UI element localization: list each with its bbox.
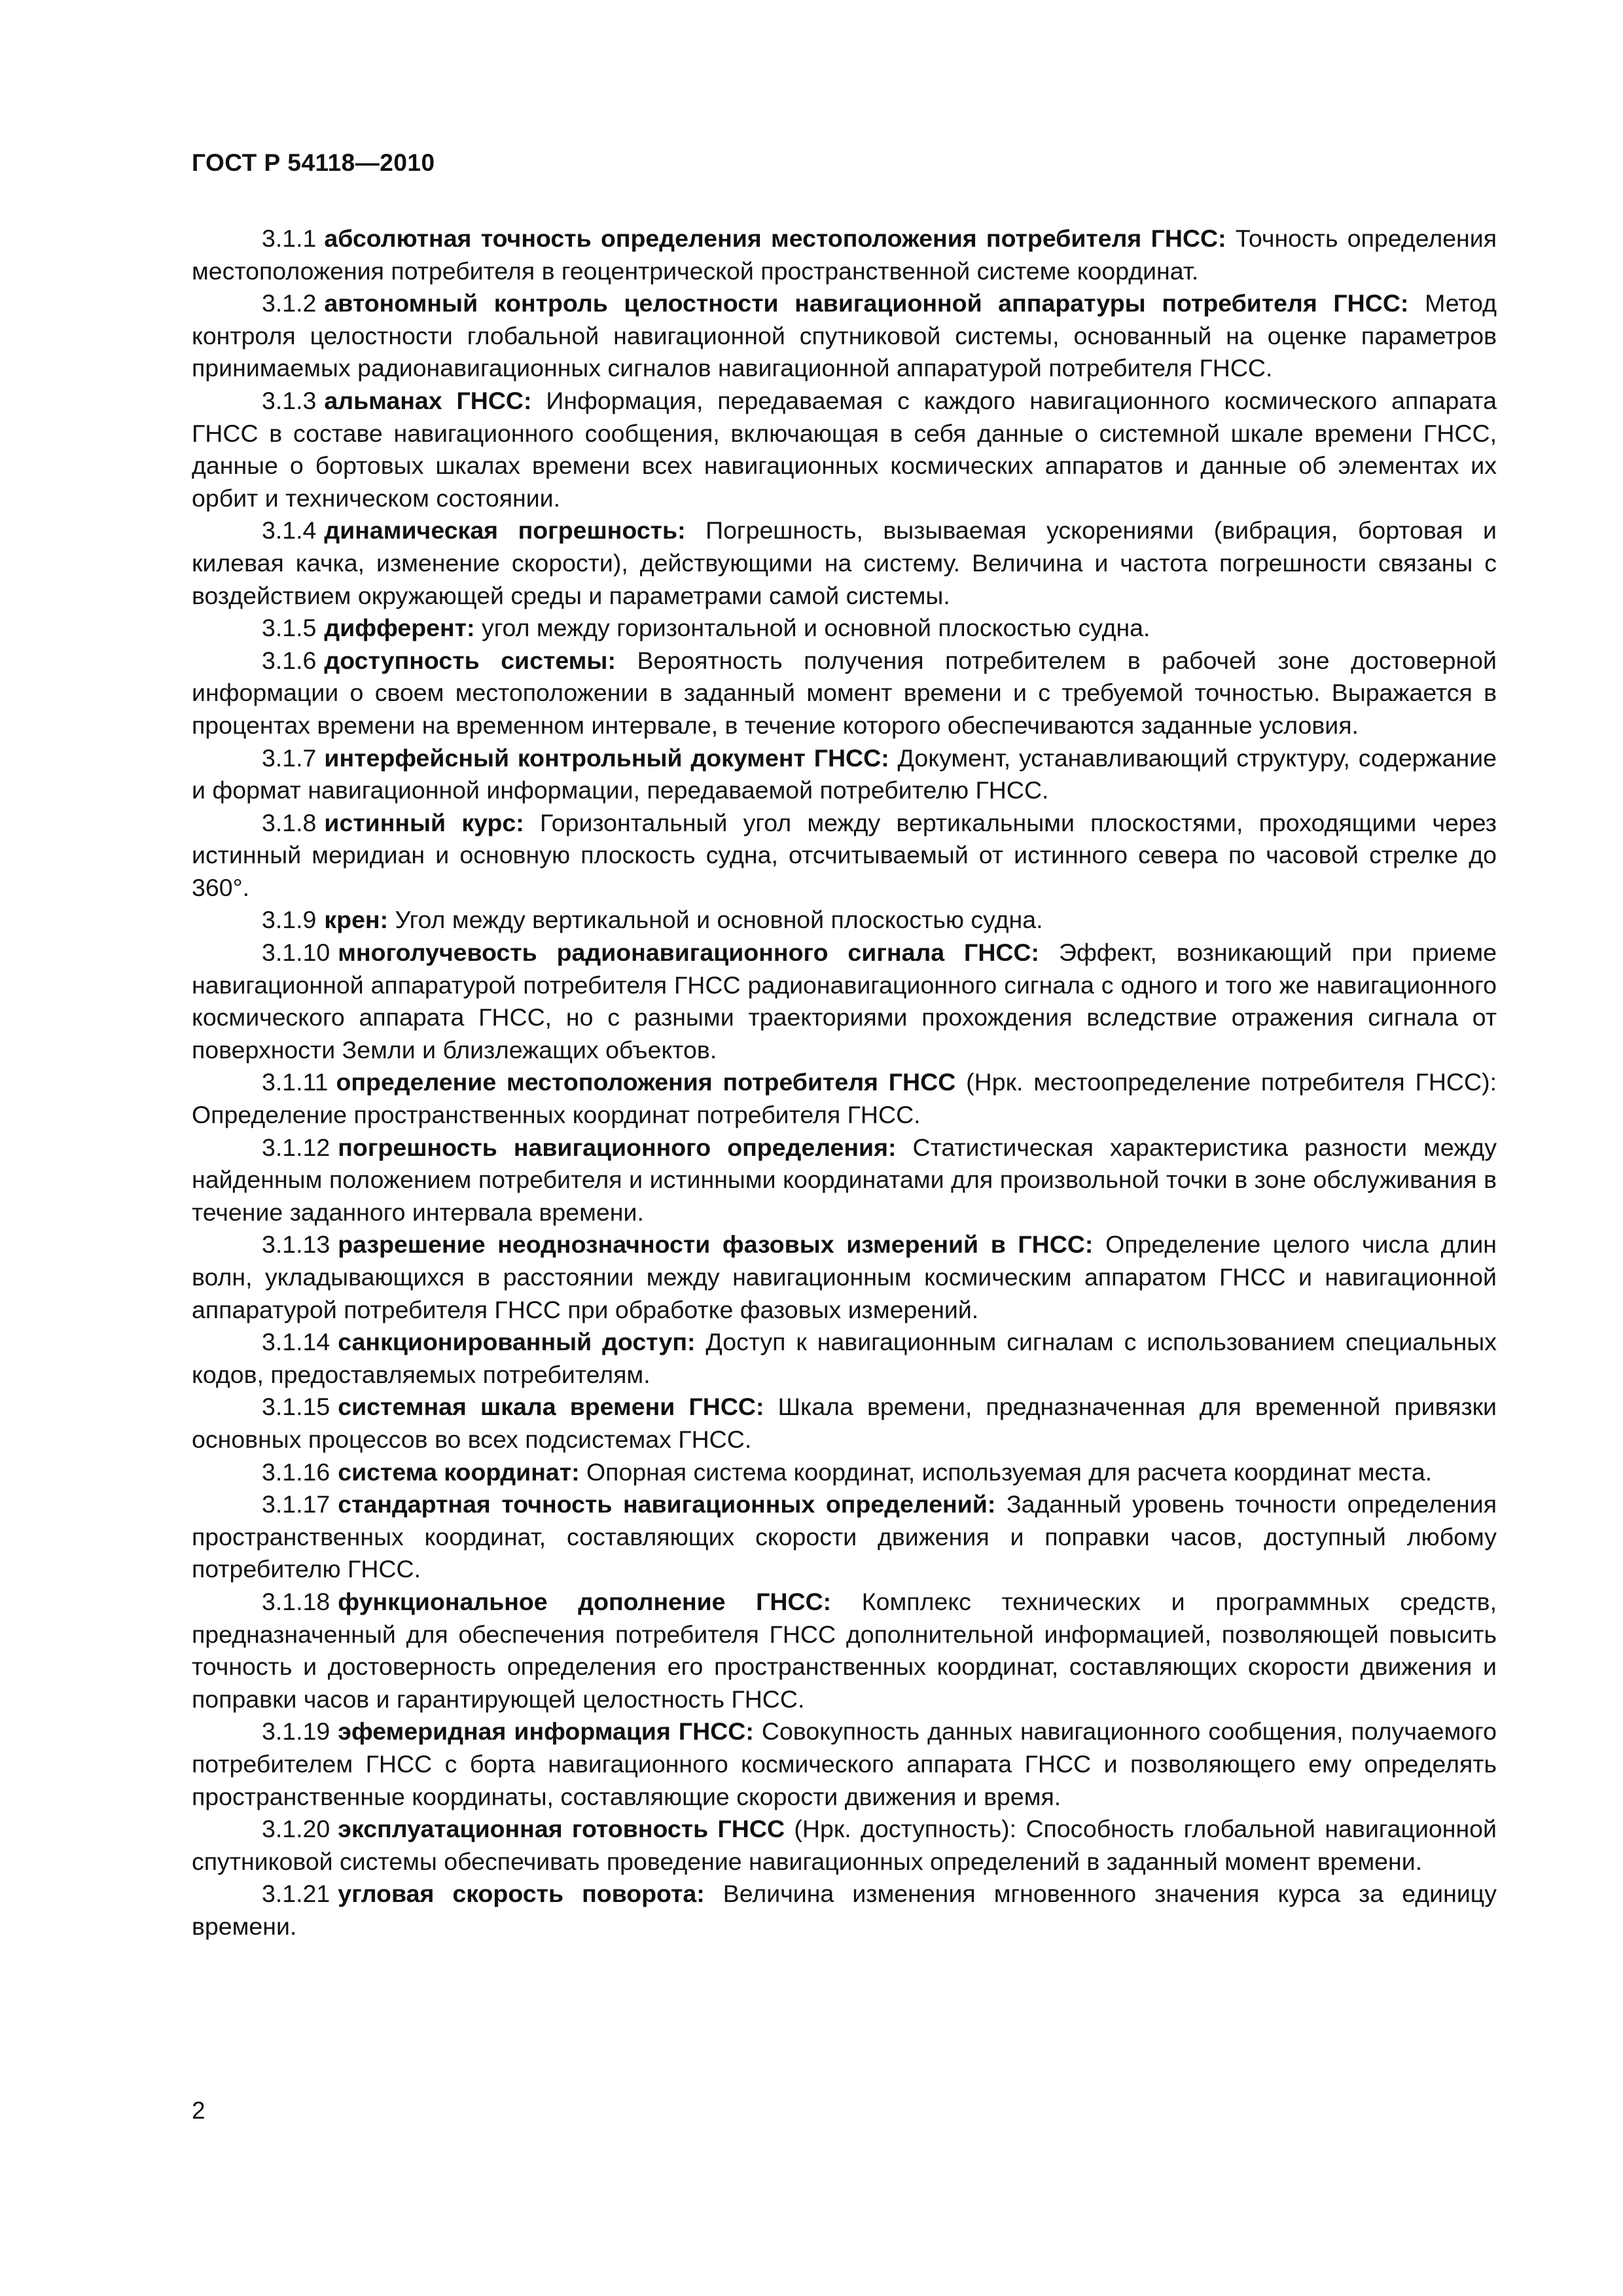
definition-number: 3.1.4 xyxy=(262,516,317,545)
definition-body: Метод контроля целостности глобальной навигационной спутниковой системы, основанный на оценке параметров принимаемых радионавигационных сигналов навигационной аппаратурой потребителя ГНСС. xyxy=(192,289,1497,382)
definition-body: Величина изменения мгновенного значения курса за единицу времени. xyxy=(192,1880,1497,1940)
definition-number: 3.1.2 xyxy=(262,289,317,317)
definition-body: Вероятность получения потребителем в рабочей зоне достоверной информации о своем местоположении в заданный момент времени и с требуемой точностью. Выражается в процентах времени на временном интервале, в течение которого обеспечиваются заданные условия. xyxy=(192,646,1497,739)
definition-term: эксплуатационная готовность ГНСС xyxy=(338,1815,785,1843)
definition-body: Точность определения местоположения потребителя в геоцентрической пространственной системе координат. xyxy=(192,224,1497,285)
definition-paragraph xyxy=(192,1456,1497,1489)
definition-body: Документ, устанавливающий структуру, содержание и формат навигационной информации, передаваемой потребителю ГНСС. xyxy=(192,744,1497,804)
definition-paragraph xyxy=(192,1488,1497,1586)
definition-body: Угол между вертикальной и основной плоскостью судна. xyxy=(395,906,1043,934)
definition-body: Статистическая характеристика разности между найденным положением потребителя и истинными координатами для произвольной точки в зоне обслуживания в течение заданного интервала времени. xyxy=(192,1133,1497,1226)
document-header: ГОСТ Р 54118—2010 xyxy=(192,149,435,176)
definition-number: 3.1.9 xyxy=(262,906,317,934)
definition-body: Информация, передаваемая с каждого навигационного космического аппарата ГНСС в составе навигационного сообщения, включающая в себя данные о системной шкале времени ГНСС, данные о бортовых шкалах времени всех навигационных космических аппаратов и данные об элементах их орбит и техническом состоянии. xyxy=(192,386,1497,512)
definition-number: 3.1.14 xyxy=(262,1328,330,1356)
definition-term: система координат: xyxy=(338,1458,580,1486)
definition-paragraph xyxy=(192,385,1497,514)
definition-term: абсолютная точность определения местоположения потребителя ГНСС: xyxy=(324,224,1226,252)
definition-number: 3.1.17 xyxy=(262,1490,330,1518)
definition-number: 3.1.20 xyxy=(262,1815,330,1843)
definition-body: Заданный уровень точности определения пространственных координат, составляющих скорости движения и поправки часов, доступный любому потребителю ГНСС. xyxy=(192,1490,1497,1583)
definition-paragraph xyxy=(192,645,1497,742)
definition-body: (Нрк. доступность): Способность глобальной навигационной спутниковой системы обеспечивать проведение навигационных определений в заданный момент времени. xyxy=(192,1815,1497,1875)
definition-paragraph xyxy=(192,1391,1497,1456)
definition-body: Опорная система координат, используемая для расчета координат места. xyxy=(586,1458,1433,1486)
definition-term: погрешность навигационного определения: xyxy=(338,1133,897,1161)
definition-paragraph xyxy=(192,904,1497,937)
definition-body: Совокупность данных навигационного сообщения, получаемого потребителем ГНСС с борта навигационного космического аппарата ГНСС и позволяющего ему определять пространственные координаты, составляющие скорости движения и время. xyxy=(192,1717,1497,1810)
definition-number: 3.1.8 xyxy=(262,808,317,836)
definition-paragraph xyxy=(192,1132,1497,1229)
definition-body: угол между горизонтальной и основной плоскостью судна. xyxy=(481,614,1150,642)
definition-term: определение местоположения потребителя ГНСС xyxy=(336,1068,956,1096)
definition-term: дифферент: xyxy=(324,614,475,642)
definition-paragraph xyxy=(192,1715,1497,1813)
definition-number: 3.1.21 xyxy=(262,1880,330,1908)
definition-paragraph xyxy=(192,807,1497,905)
definition-term: угловая скорость поворота: xyxy=(338,1880,705,1908)
definition-term: крен: xyxy=(324,906,389,934)
definition-term: многолучевость радионавигационного сигнала ГНСС: xyxy=(338,939,1040,967)
definition-paragraph xyxy=(192,223,1497,287)
definition-term: динамическая погрешность: xyxy=(324,516,686,545)
definition-number: 3.1.1 xyxy=(262,224,317,252)
definition-paragraph xyxy=(192,1066,1497,1131)
definition-number: 3.1.6 xyxy=(262,646,317,674)
definition-term: системная шкала времени ГНСС: xyxy=(338,1393,764,1421)
definition-paragraph xyxy=(192,287,1497,385)
definition-paragraph xyxy=(192,1878,1497,1943)
definition-term: доступность системы: xyxy=(324,646,616,674)
definition-body: Погрешность, вызываемая ускорениями (вибрация, бортовая и килевая качка, изменение скорости), действующими на систему. Величина и частота погрешности связаны с воздействием окружающей среды и параметрами самой системы. xyxy=(192,516,1497,609)
definition-number: 3.1.7 xyxy=(262,744,317,772)
definition-term: стандартная точность навигационных определений: xyxy=(338,1490,996,1518)
definition-body: Эффект, возникающий при приеме навигационной аппаратурой потребителя ГНСС радионавигационного сигнала с одного и того же навигационного космического аппарата ГНСС, но с разными траекториями прохождения вследствие отражения сигнала от поверхности Земли и близлежащих объектов. xyxy=(192,939,1497,1064)
definition-term: функциональное дополнение ГНСС: xyxy=(338,1587,832,1615)
definition-paragraph xyxy=(192,937,1497,1066)
definition-term: альманах ГНСС: xyxy=(324,386,532,414)
definition-number: 3.1.13 xyxy=(262,1230,330,1259)
definition-body: Шкала времени, предназначенная для временной привязки основных процессов во всех подсистемах ГНСС. xyxy=(192,1393,1497,1453)
definition-number: 3.1.10 xyxy=(262,939,330,967)
definition-term: санкционированный доступ: xyxy=(338,1328,696,1356)
definition-body: Комплекс технических и программных средств, предназначенный для обеспечения потребителя ГНСС дополнительной информацией, позволяющей повысить точность и достоверность определения его пространственных координат, составляющих скорости движения и поправки часов и гарантирующей целостность ГНСС. xyxy=(192,1587,1497,1713)
definition-term: разрешение неоднозначности фазовых измерений в ГНСС: xyxy=(338,1230,1094,1259)
definition-term: автономный контроль целостности навигационной аппаратуры потребителя ГНСС: xyxy=(324,289,1409,317)
definition-number: 3.1.5 xyxy=(262,614,317,642)
definition-paragraph xyxy=(192,1326,1497,1391)
definition-paragraph xyxy=(192,1586,1497,1715)
definition-body: Горизонтальный угол между вертикальными плоскостями, проходящими через истинный меридиан и основную плоскость судна, отсчитываемый от истинного севера по часовой стрелке до 360°. xyxy=(192,808,1497,901)
definition-number: 3.1.16 xyxy=(262,1458,330,1486)
definition-paragraph xyxy=(192,1229,1497,1326)
definition-number: 3.1.18 xyxy=(262,1587,330,1615)
definition-body: Определение целого числа длин волн, укладывающихся в расстоянии между навигационным космическим аппаратом ГНСС и навигационной аппаратурой потребителя ГНСС при обработке фазовых измерений. xyxy=(192,1230,1497,1323)
definition-number: 3.1.15 xyxy=(262,1393,330,1421)
definition-body: Доступ к навигационным сигналам с использованием специальных кодов, предоставляемых потребителям. xyxy=(192,1328,1497,1388)
definition-term: эфемеридная информация ГНСС: xyxy=(338,1717,754,1746)
definition-term: интерфейсный контрольный документ ГНСС: xyxy=(324,744,889,772)
definitions-section xyxy=(192,223,1497,1943)
definition-number: 3.1.3 xyxy=(262,386,317,414)
definition-body: (Нрк. местоопределение потребителя ГНСС): Определение пространственных координат потребителя ГНСС. xyxy=(192,1068,1497,1129)
definition-number: 3.1.19 xyxy=(262,1717,330,1746)
definition-paragraph xyxy=(192,514,1497,612)
definition-paragraph xyxy=(192,1813,1497,1878)
definition-number: 3.1.11 xyxy=(262,1068,329,1096)
definition-number: 3.1.12 xyxy=(262,1133,330,1161)
definition-paragraph xyxy=(192,742,1497,807)
definition-paragraph xyxy=(192,612,1497,645)
definition-term: истинный курс: xyxy=(324,808,524,836)
page-number: 2 xyxy=(192,2097,205,2124)
